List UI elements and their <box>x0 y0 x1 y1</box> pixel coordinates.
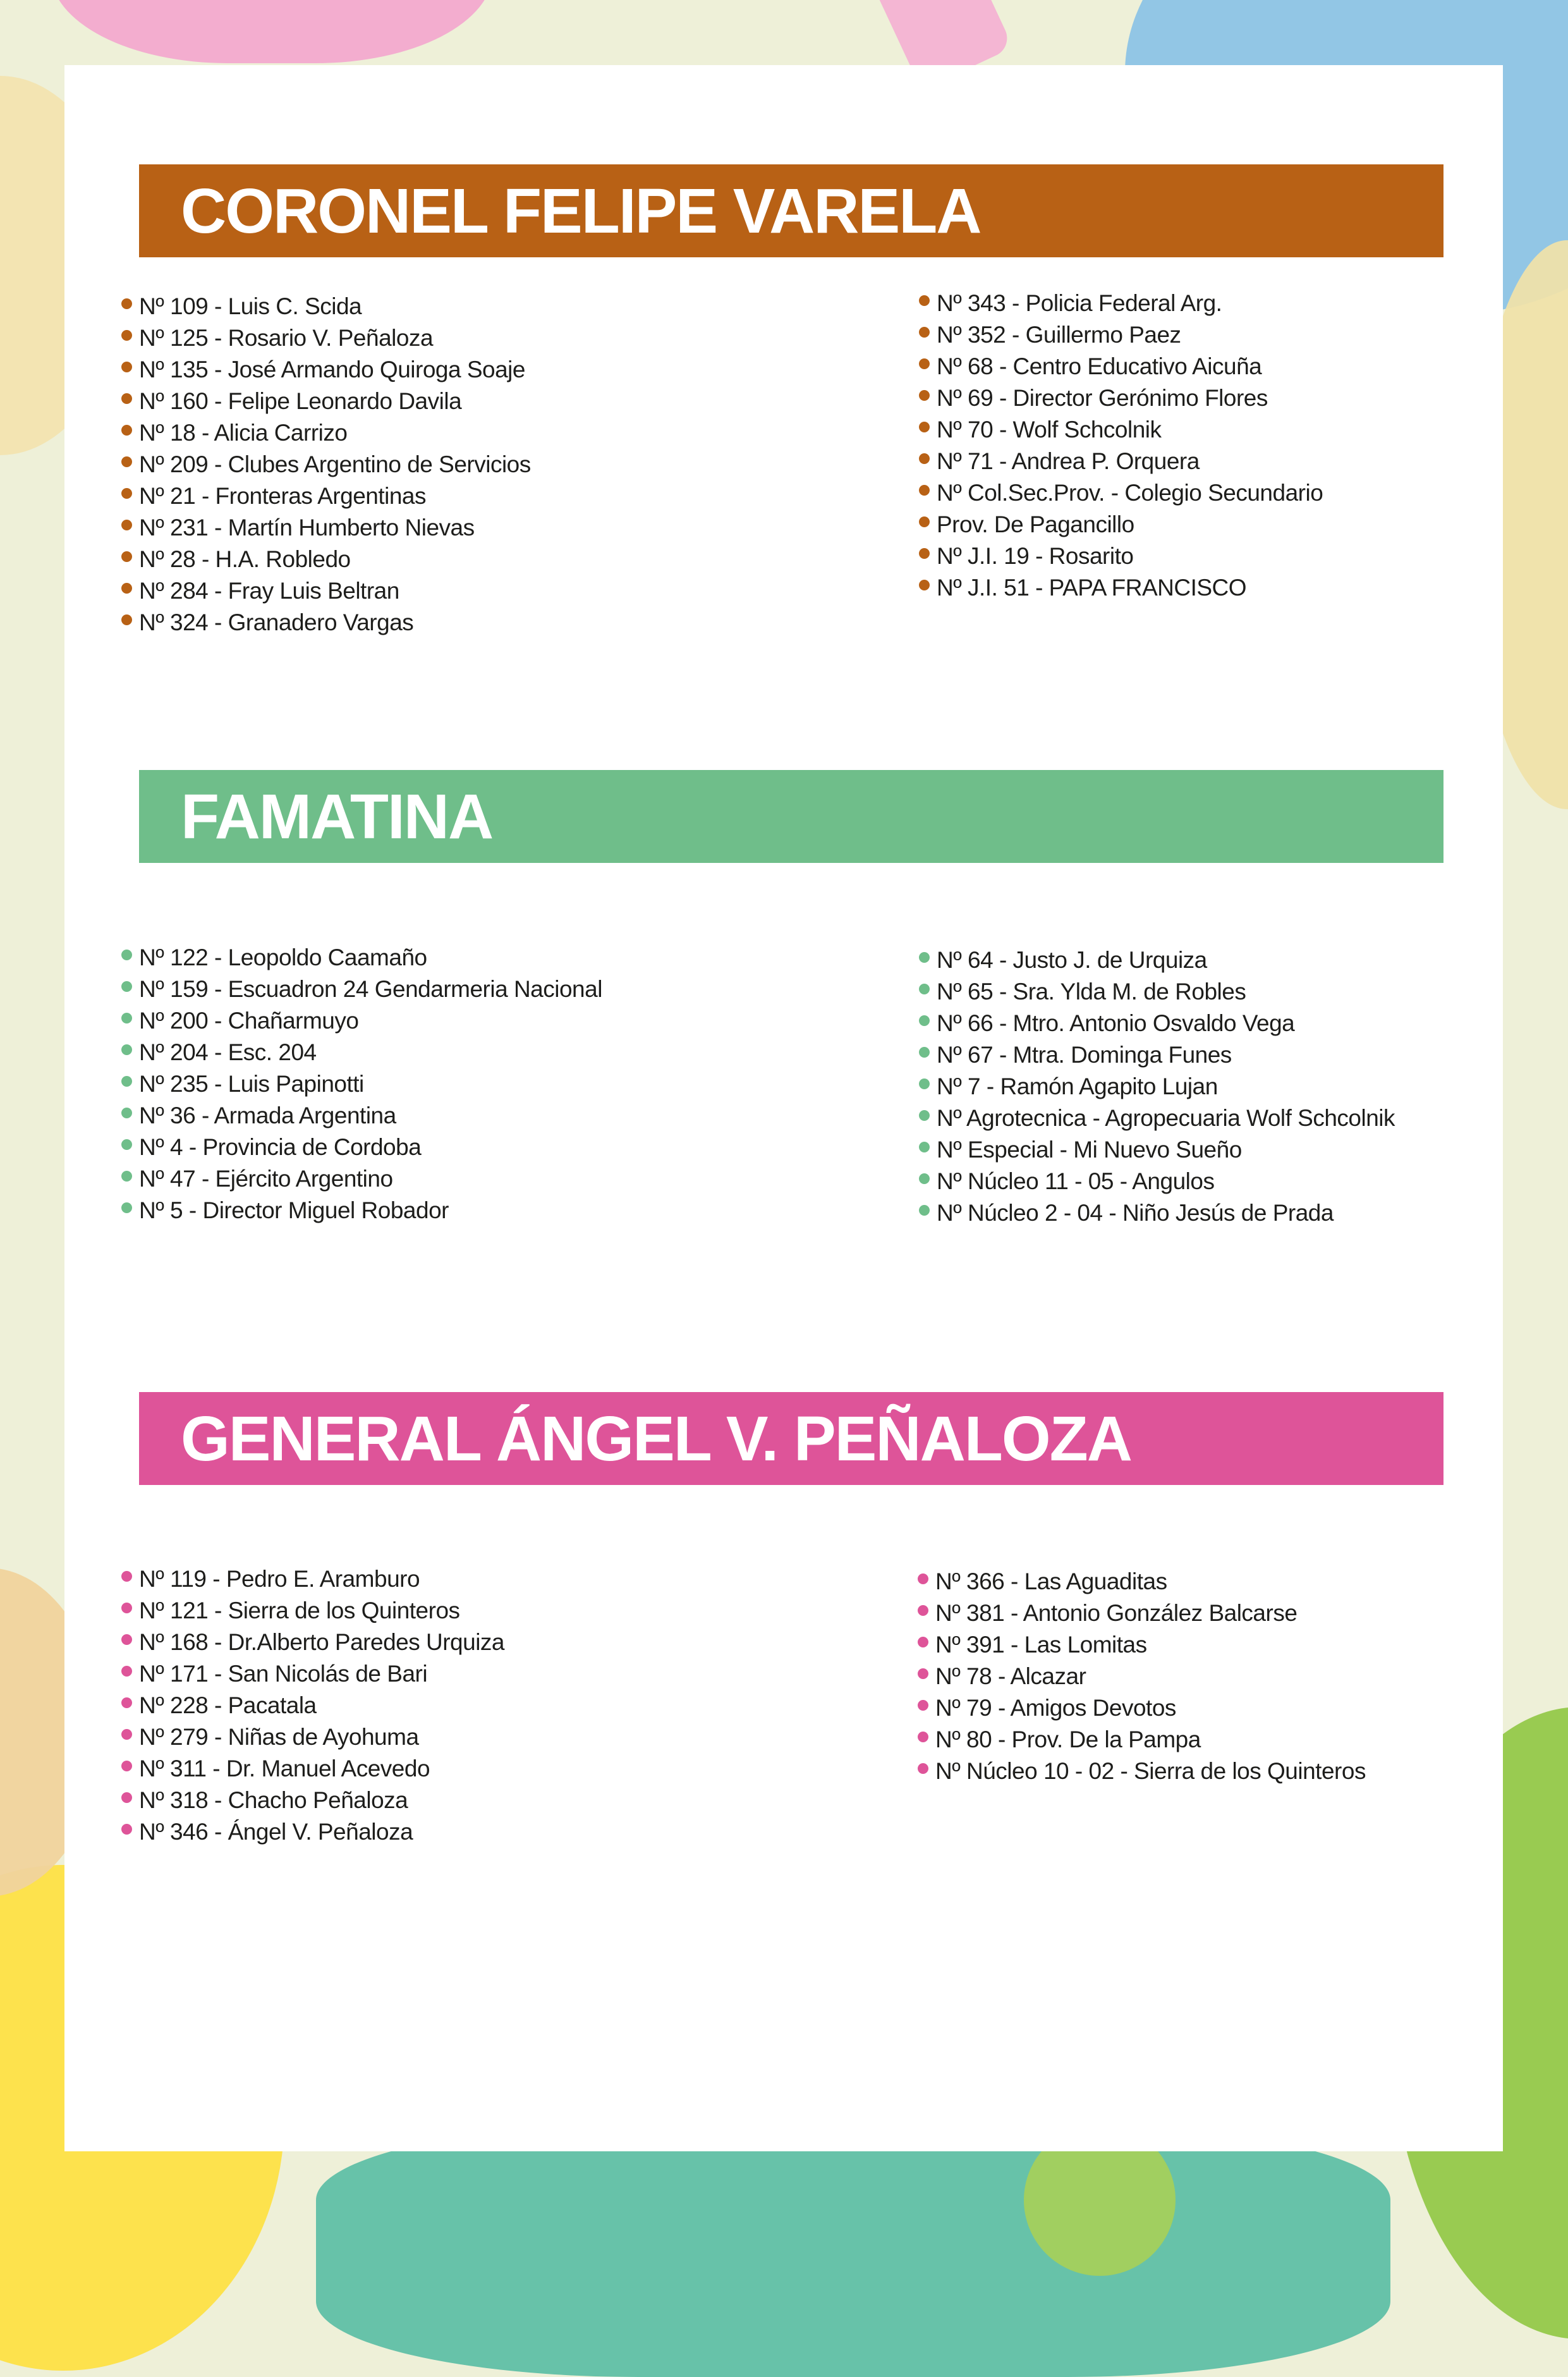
bullet-icon <box>121 393 132 404</box>
bullet-icon <box>121 1697 132 1708</box>
list-item: Nº 168 - Dr.Alberto Paredes Urquiza <box>139 1627 771 1658</box>
bullet-icon <box>121 1044 132 1055</box>
section-header-general-angel-v-penaloza <box>139 1392 1443 1485</box>
bullet-icon <box>918 1637 928 1647</box>
list-item: Nº 381 - Antonio González Balcarse <box>935 1598 1567 1629</box>
school-list-right <box>937 288 1568 604</box>
section-title: GENERAL ÁNGEL V. PEÑALOZA <box>181 1403 1131 1474</box>
bullet-icon <box>121 1761 132 1771</box>
list-item: Nº 18 - Alicia Carrizo <box>139 417 771 449</box>
list-item: Nº 4 - Provincia de Cordoba <box>139 1132 771 1163</box>
list-item: Nº Núcleo 11 - 05 - Angulos <box>937 1166 1568 1197</box>
bullet-icon <box>919 580 930 590</box>
bullet-icon <box>919 548 930 559</box>
list-item: Nº 209 - Clubes Argentino de Servicios <box>139 449 771 480</box>
bullet-icon <box>919 1047 930 1058</box>
bullet-icon <box>919 1173 930 1184</box>
list-item: Nº 70 - Wolf Schcolnik <box>937 414 1568 446</box>
list-item: Nº 68 - Centro Educativo Aicuña <box>937 351 1568 382</box>
section-title: CORONEL FELIPE VARELA <box>181 175 981 247</box>
list-item: Nº 135 - José Armando Quiroga Soaje <box>139 354 771 386</box>
bullet-icon <box>121 1792 132 1803</box>
list-item: Nº Agrotecnica - Agropecuaria Wolf Schcolnik <box>937 1103 1568 1134</box>
bullet-icon <box>918 1573 928 1584</box>
list-item: Nº 343 - Policia Federal Arg. <box>937 288 1568 319</box>
bullet-icon <box>919 1205 930 1216</box>
list-item: Nº Núcleo 10 - 02 - Sierra de los Quinteros <box>935 1756 1567 1787</box>
bullet-icon <box>919 1142 930 1152</box>
list-item: Nº 235 - Luis Papinotti <box>139 1068 771 1100</box>
bullet-icon <box>121 425 132 436</box>
bullet-icon <box>918 1700 928 1711</box>
bullet-icon <box>919 984 930 994</box>
bullet-icon <box>121 551 132 562</box>
list-item: Prov. De Pagancillo <box>937 509 1568 541</box>
bullet-icon <box>121 1013 132 1024</box>
list-item: Nº 121 - Sierra de los Quinteros <box>139 1595 771 1627</box>
bullet-icon <box>919 1079 930 1089</box>
bullet-icon <box>919 1015 930 1026</box>
bullet-icon <box>919 390 930 401</box>
list-item: Nº 324 - Granadero Vargas <box>139 607 771 639</box>
bullet-icon <box>919 295 930 306</box>
bullet-icon <box>121 1634 132 1645</box>
list-item: Nº 352 - Guillermo Paez <box>937 319 1568 351</box>
bullet-icon <box>121 1171 132 1182</box>
list-item: Nº 47 - Ejército Argentino <box>139 1163 771 1195</box>
list-item: Nº 204 - Esc. 204 <box>139 1037 771 1068</box>
bullet-icon <box>919 1110 930 1121</box>
list-item: Nº 311 - Dr. Manuel Acevedo <box>139 1753 771 1785</box>
school-list-left <box>139 291 771 639</box>
list-item: Nº Especial - Mi Nuevo Sueño <box>937 1134 1568 1166</box>
school-list-right <box>935 1566 1567 1787</box>
school-list-left <box>139 942 771 1226</box>
list-item: Nº J.I. 51 - PAPA FRANCISCO <box>937 572 1568 604</box>
bullet-icon <box>918 1763 928 1774</box>
list-item: Nº 318 - Chacho Peñaloza <box>139 1785 771 1816</box>
bullet-icon <box>121 1666 132 1677</box>
school-list-right <box>937 944 1568 1229</box>
list-item: Nº 21 - Fronteras Argentinas <box>139 480 771 512</box>
list-item: Nº Núcleo 2 - 04 - Niño Jesús de Prada <box>937 1197 1568 1229</box>
list-item: Nº 122 - Leopoldo Caamaño <box>139 942 771 974</box>
section-header-famatina <box>139 770 1443 863</box>
bullet-icon <box>919 422 930 432</box>
list-item: Nº 79 - Amigos Devotos <box>935 1692 1567 1724</box>
list-item: Nº 66 - Mtro. Antonio Osvaldo Vega <box>937 1008 1568 1039</box>
bullet-icon <box>121 520 132 530</box>
bullet-icon <box>121 950 132 960</box>
bullet-icon <box>121 488 132 499</box>
list-item: Nº 64 - Justo J. de Urquiza <box>937 944 1568 976</box>
bullet-icon <box>121 583 132 594</box>
bullet-icon <box>121 1603 132 1613</box>
list-item: Nº 346 - Ángel V. Peñaloza <box>139 1816 771 1848</box>
list-item: Nº 67 - Mtra. Dominga Funes <box>937 1039 1568 1071</box>
list-item: Nº 65 - Sra. Ylda M. de Robles <box>937 976 1568 1008</box>
section-header-coronel-felipe-varela <box>139 164 1443 257</box>
bullet-icon <box>919 516 930 527</box>
list-item: Nº 80 - Prov. De la Pampa <box>935 1724 1567 1756</box>
list-item: Nº 231 - Martín Humberto Nievas <box>139 512 771 544</box>
list-item: Nº 78 - Alcazar <box>935 1661 1567 1692</box>
list-item: Nº 284 - Fray Luis Beltran <box>139 575 771 607</box>
list-item: Nº 160 - Felipe Leonardo Davila <box>139 386 771 417</box>
list-item: Nº 5 - Director Miguel Robador <box>139 1195 771 1226</box>
bullet-icon <box>918 1732 928 1742</box>
bullet-icon <box>918 1605 928 1616</box>
bullet-icon <box>121 330 132 341</box>
list-item: Nº 109 - Luis C. Scida <box>139 291 771 322</box>
decor-pink-blob <box>51 0 493 63</box>
bullet-icon <box>121 362 132 372</box>
list-item: Nº 228 - Pacatala <box>139 1690 771 1721</box>
list-item: Nº 119 - Pedro E. Aramburo <box>139 1563 771 1595</box>
bullet-icon <box>919 327 930 338</box>
list-item: Nº 171 - San Nicolás de Bari <box>139 1658 771 1690</box>
list-item: Nº 391 - Las Lomitas <box>935 1629 1567 1661</box>
school-list-left <box>139 1563 771 1848</box>
list-item: Nº 366 - Las Aguaditas <box>935 1566 1567 1598</box>
bullet-icon <box>121 1571 132 1582</box>
list-item: Nº 159 - Escuadron 24 Gendarmeria Nacional <box>139 974 771 1005</box>
list-item: Nº 69 - Director Gerónimo Flores <box>937 382 1568 414</box>
bullet-icon <box>919 453 930 464</box>
bullet-icon <box>121 456 132 467</box>
bullet-icon <box>121 981 132 992</box>
bullet-icon <box>919 358 930 369</box>
bullet-icon <box>121 1202 132 1213</box>
bullet-icon <box>121 1824 132 1835</box>
list-item: Nº 36 - Armada Argentina <box>139 1100 771 1132</box>
list-item: Nº 28 - H.A. Robledo <box>139 544 771 575</box>
bullet-icon <box>919 485 930 496</box>
bullet-icon <box>121 1729 132 1740</box>
bullet-icon <box>919 952 930 963</box>
list-item: Nº 200 - Chañarmuyo <box>139 1005 771 1037</box>
bullet-icon <box>121 614 132 625</box>
list-item: Nº 7 - Ramón Agapito Lujan <box>937 1071 1568 1103</box>
list-item: Nº J.I. 19 - Rosarito <box>937 541 1568 572</box>
decor-teal-blob <box>316 2124 1390 2377</box>
bullet-icon <box>121 1076 132 1087</box>
bullet-icon <box>121 298 132 309</box>
list-item: Nº 279 - Niñas de Ayohuma <box>139 1721 771 1753</box>
list-item: Nº Col.Sec.Prov. - Colegio Secundario <box>937 477 1568 509</box>
list-item: Nº 71 - Andrea P. Orquera <box>937 446 1568 477</box>
section-title: FAMATINA <box>181 781 493 852</box>
bullet-icon <box>918 1668 928 1679</box>
bullet-icon <box>121 1108 132 1118</box>
bullet-icon <box>121 1139 132 1150</box>
list-item: Nº 125 - Rosario V. Peñaloza <box>139 322 771 354</box>
